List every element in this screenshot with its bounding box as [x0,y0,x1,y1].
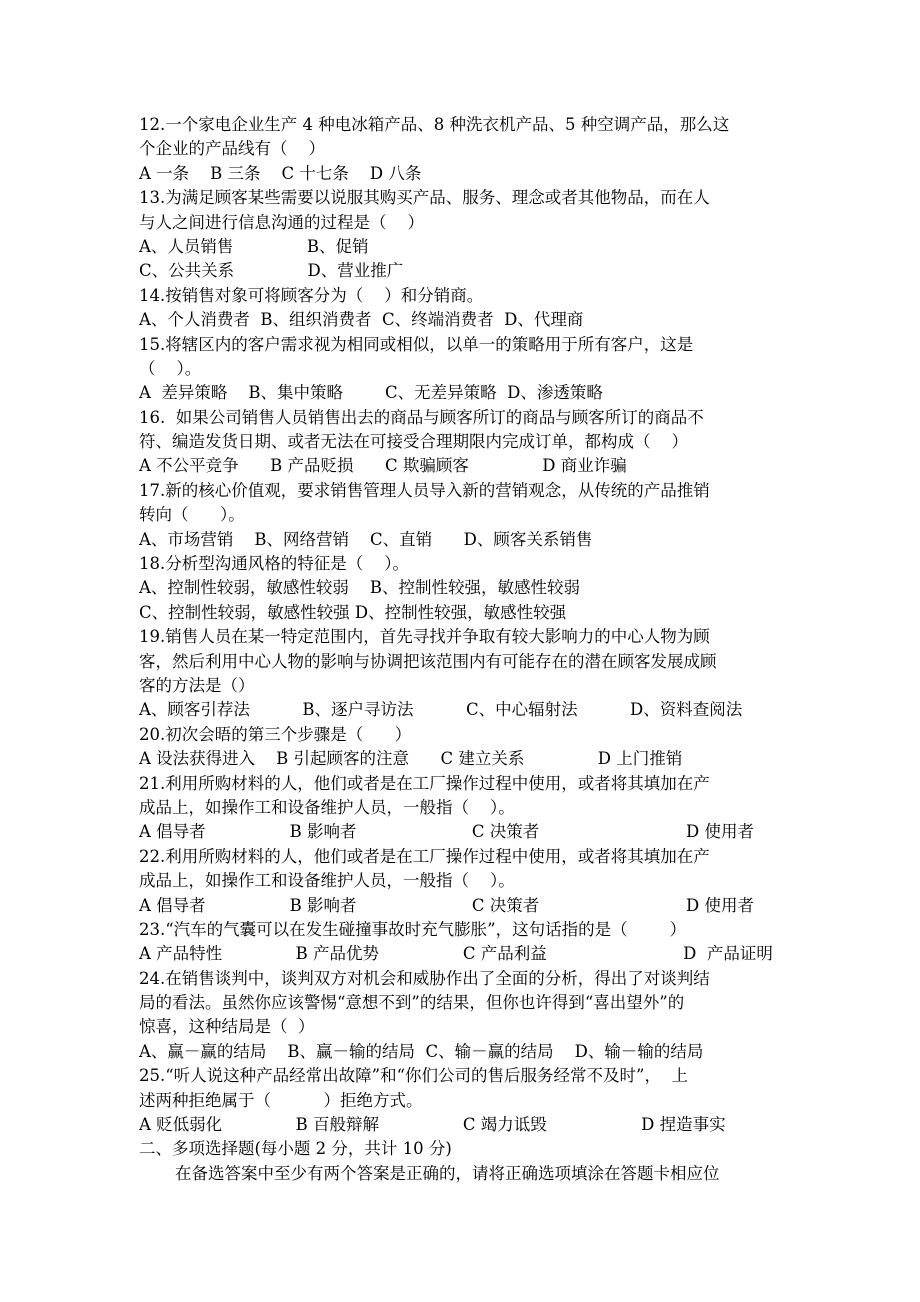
text-line: A、顾客引荐法 B、逐户寻访法 C、中心辐射法 D、资料查阅法 [139,700,743,720]
text-line: C、公共关系 D、营业推广 [139,261,404,281]
text-line: A、市场营销 B、网络营销 C、直销 D、顾客关系销售 [139,529,593,549]
text-line: A 不公平竞争 B 产品贬损 C 欺骗顾客 D 商业诈骗 [139,456,627,476]
text-line: 个企业的产品线有（ ） [139,139,325,159]
text-line: 在备选答案中至少有两个答案是正确的，请将正确选项填涂在答题卡相应位 [175,1163,720,1183]
text-line: 18.分析型沟通风格的特征是（ ）。 [139,554,409,574]
text-line: A 设法获得进入 B 引起顾客的注意 C 建立关系 D 上门推销 [139,749,683,769]
text-line: C、控制性较弱，敏感性较强 D、控制性较强，敏感性较强 [139,602,567,622]
text-line: 21.利用所购材料的人，他们或者是在工厂操作过程中使用，或者将其填加在产 [139,773,710,793]
text-line: 19.销售人员在某一特定范围内，首先寻找并争取有较大影响力的中心人物为顾 [139,627,710,647]
text-line: 成品上，如操作工和设备维护人员，一般指（ ）。 [139,871,515,891]
text-line: （ ）。 [139,358,202,378]
text-line: 13.为满足顾客某些需要以说服其购买产品、服务、理念或者其他物品，而在人 [139,188,710,208]
text-line: A 差异策略 B、集中策略 C、无差异策略 D、渗透策略 [139,383,603,403]
text-line: 局的看法。虽然你应该警惕“意想不到”的结果，但你也许得到“喜出望外”的 [139,993,685,1013]
text-line: 二、多项选择题(每小题 2 分，共计 10 分) [139,1139,452,1159]
text-line: 符、编造发货日期、或者无法在可接受合理期限内完成订单，都构成（ ） [139,432,688,452]
text-line: A、赢－赢的结局 B、赢－输的结局 C、输－赢的结局 D、输－输的结局 [139,1041,704,1061]
text-line: 15.将辖区内的客户需求视为相同或相似，以单一的策略用于所有客户，这是 [139,334,694,354]
text-line: A 倡导者 B 影响者 C 决策者 D 使用者 [139,822,755,842]
text-line: A、个人消费者 B、组织消费者 C、终端消费者 D、代理商 [139,310,584,330]
text-line: 成品上，如操作工和设备维护人员，一般指（ ）。 [139,797,515,817]
text-line: 24.在销售谈判中，谈判双方对机会和威胁作出了全面的分析，得出了对谈判结 [139,968,710,988]
text-line: 16. 如果公司销售人员销售出去的商品与顾客所订的商品与顾客所订的商品不 [139,407,704,427]
text-line: 12.一个家电企业生产 4 种电冰箱产品、8 种洗衣机产品、5 种空调产品，那么这 [139,115,730,134]
text-line: 惊喜，这种结局是（ ） [139,1017,315,1037]
text-line: 14.按销售对象可将顾客分为（ ）和分销商。 [139,285,484,305]
text-line: A 一条 B 三条 C 十七条 D 八条 [139,163,422,183]
text-line: A、人员销售 B、促销 [139,236,369,256]
text-line: 22.利用所购材料的人，他们或者是在工厂操作过程中使用，或者将其填加在产 [139,846,710,866]
text-line: A 倡导者 B 影响者 C 决策者 D 使用者 [139,895,755,915]
text-line: 25.“听人说这种产品经常出故障”和“你们公司的售后服务经常不及时”， 上 [139,1066,688,1086]
text-line: 20.初次会晤的第三个步骤是（ ） [139,724,412,744]
text-line: A 产品特性 B 产品优势 C 产品利益 D 产品证明 [139,944,773,964]
text-line: 客，然后利用中心人物的影响与协调把该范围内有可能存在的潜在顾客发展成顾 [139,651,717,671]
text-line: 述两种拒绝属于（ ）拒绝方式。 [139,1090,423,1110]
text-line: 转向（ ）。 [139,505,245,525]
document-body [139,113,789,1186]
text-line: 客的方法是（） [139,675,255,695]
text-line: 23.“汽车的气囊可以在发生碰撞事故时充气膨胀”，这句话指的是（ ） [139,919,687,939]
text-line: 与人之间进行信息沟通的过程是（ ） [139,212,424,232]
text-line: A、控制性较弱，敏感性较弱 B、控制性较强，敏感性较弱 [139,578,581,598]
text-line: A 贬低弱化 B 百般辩解 C 竭力诋毁 D 捏造事实 [139,1115,726,1135]
text-line: 17.新的核心价值观，要求销售管理人员导入新的营销观念，从传统的产品推销 [139,480,710,500]
